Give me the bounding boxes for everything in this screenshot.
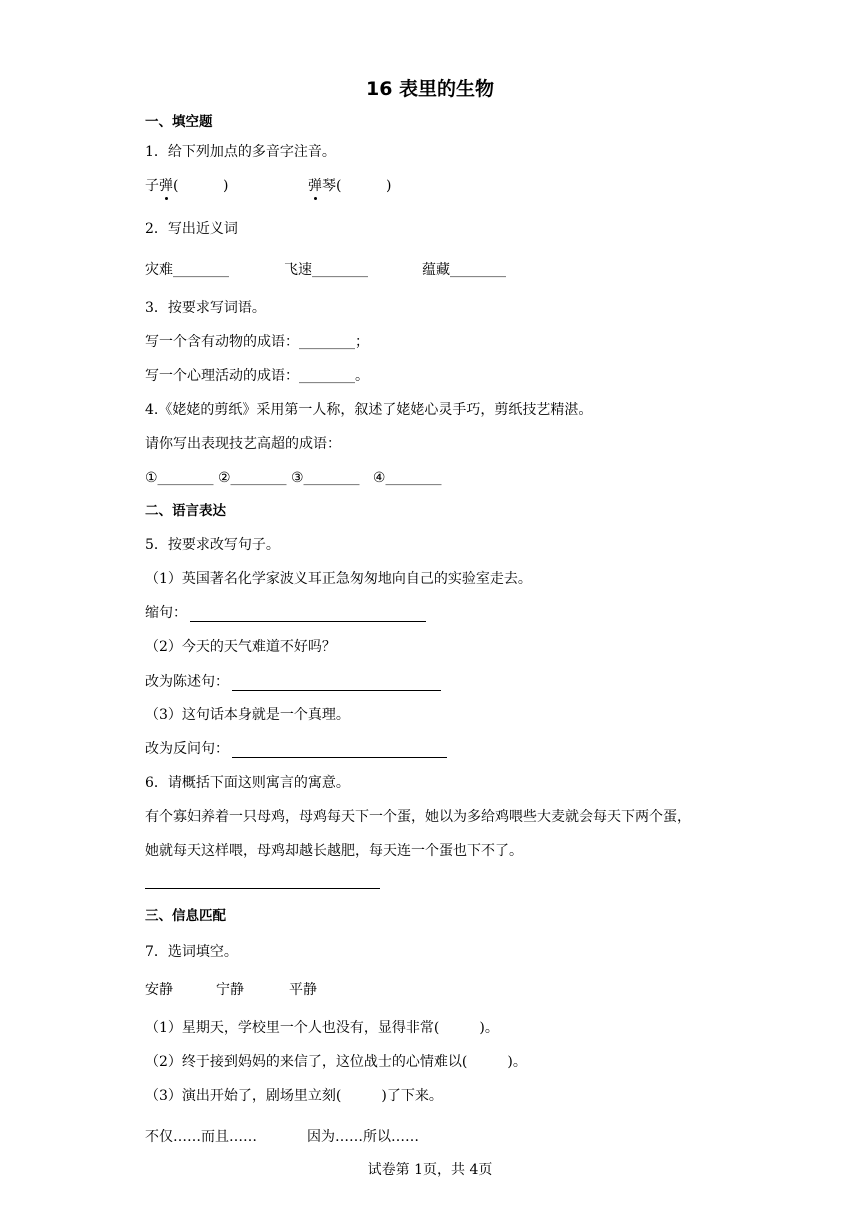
question-7-sentence-3: （3）演出开始了，剧场里立刻( )了下来。 [145,1088,443,1104]
page-title: 16 表里的生物 [365,78,495,100]
question-1-item-1-prefix: 子 [145,178,159,194]
synonym-item: 飞速________ [284,262,368,278]
fable-text-line-1: 有个寡妇养着一只母鸡，母鸡每天下一个蛋，她以为多给鸡喂些大麦就会每天下两个蛋， [145,809,691,825]
question-5-part-3-answer-label: 改为反问句： [145,741,229,757]
question-3-line-1: 写一个含有动物的成语：________； [145,334,369,350]
question-1-item-1 [145,176,228,196]
word-choice: 平静 [289,982,317,998]
section-heading-info-matching: 三、信息匹配 [145,908,226,924]
question-7-prompt: 7．选词填空。 [145,944,238,960]
word-choice: 安静 [145,982,173,998]
synonym-item: 灾难________ [145,262,229,278]
page-footer: 试卷第 1页，共 4页 [367,1162,493,1178]
answer-line [232,757,447,758]
answer-parentheses: 琴( ) [322,178,392,194]
answer-line [145,888,380,889]
question-4-prompt: 4.《姥姥的剪纸》采用第一人称，叙述了姥姥心灵手巧，剪纸技艺精湛。 [145,402,593,418]
question-5-part-3: （3）这句话本身就是一个真理。 [145,707,350,723]
conjunction-choice: 不仅……而且…… [145,1129,257,1145]
answer-parentheses: ( ) [173,178,229,194]
question-3-prompt: 3．按要求写词语。 [145,300,266,316]
question-1-item-2 [308,176,391,196]
dotted-polyphone-char: 弹 [308,178,322,194]
question-4-blanks: ①________ ②________ ③________ ④________ [145,470,442,486]
section-heading-fill-blank: 一、填空题 [145,114,213,130]
question-5-part-1: （1）英国著名化学家波义耳正急匆匆地向自己的实验室走去。 [145,571,532,587]
section-heading-language-expression: 二、语言表达 [145,503,226,519]
question-1-prompt: 1．给下列加点的多音字注音。 [145,144,336,160]
question-2-prompt: 2．写出近义词 [145,221,238,237]
dotted-polyphone-char: 弹 [159,178,173,194]
conjunction-choice: 因为……所以…… [307,1129,419,1145]
question-6-prompt: 6．请概括下面这则寓言的寓意。 [145,775,350,791]
question-5-part-2-answer-label: 改为陈述句： [145,674,229,690]
question-7-sentence-1: （1）星期天，学校里一个人也没有，显得非常( )。 [145,1020,499,1036]
question-7-sentence-2: （2）终于接到妈妈的来信了，这位战士的心情难以( )。 [145,1054,527,1070]
question-4-line-2: 请你写出表现技艺高超的成语： [145,436,341,452]
fable-text-line-2: 她就每天这样喂，母鸡却越长越肥，每天连一个蛋也下不了。 [145,843,523,859]
word-choice: 宁静 [216,982,244,998]
question-5-prompt: 5．按要求改写句子。 [145,537,280,553]
question-3-line-2: 写一个心理活动的成语：________。 [145,368,369,384]
answer-line [190,621,426,622]
answer-line [232,690,441,691]
synonym-item: 蕴藏________ [422,262,506,278]
question-5-part-1-answer-label: 缩句： [145,605,187,621]
question-5-part-2: （2）今天的天气难道不好吗？ [145,639,336,655]
